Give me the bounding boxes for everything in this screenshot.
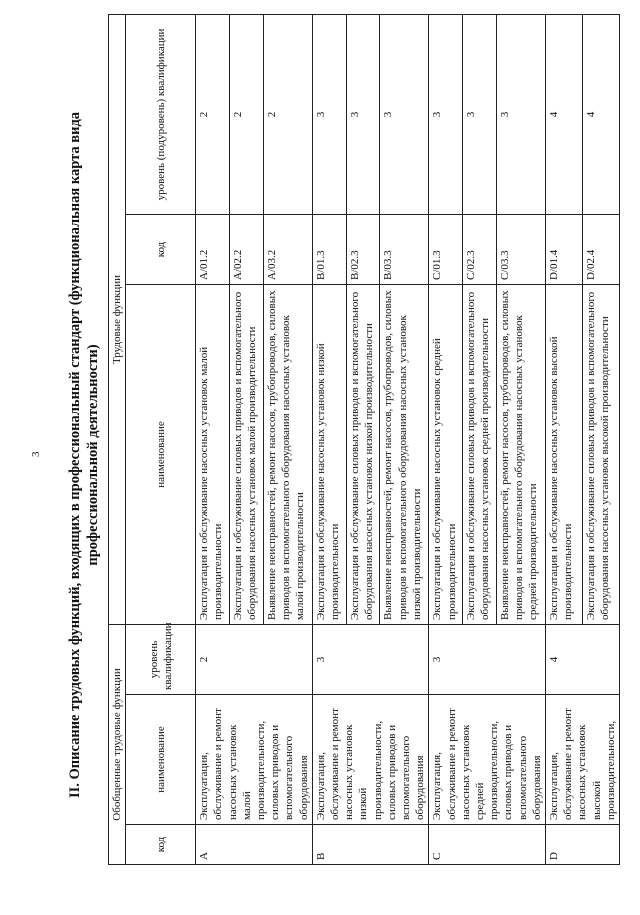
function-level: 2: [263, 14, 312, 214]
function-level: 3: [497, 14, 546, 214]
sublevel-header: уровень (подуровень) квалификации: [126, 14, 196, 214]
group-name: Эксплуатация, обслуживание и ремонт насосных установок высокой производительности,: [546, 695, 620, 825]
function-name: Эксплуатация и обслуживание силовых приводов и вспомогательного оборудования насосных установок высокой производительности: [583, 284, 620, 624]
function-code: B/03.3: [380, 214, 429, 284]
function-name: Эксплуатация и обслуживание насосных установок малой производительности: [196, 284, 230, 624]
group-level: 3: [312, 624, 429, 694]
function-name: Эксплуатация и обслуживание насосных установок низкой производительности: [312, 284, 346, 624]
function-name-header: наименование: [126, 284, 196, 624]
function-level: 3: [346, 14, 380, 214]
function-code-header: код: [126, 214, 196, 284]
title-line-1: II. Описание трудовых функций, входящих в профессиональный стандарт (функциональная карта вида: [67, 111, 83, 799]
function-code: C/02.3: [463, 214, 497, 284]
function-code: B/01.3: [312, 214, 346, 284]
function-code: C/01.3: [429, 214, 463, 284]
function-level: 3: [312, 14, 346, 214]
page-number: 3: [30, 451, 42, 457]
group-level: 3: [429, 624, 546, 694]
function-code: C/03.3: [497, 214, 546, 284]
group-code: D: [546, 825, 620, 865]
group-level: 2: [196, 624, 313, 694]
function-level: 4: [583, 14, 620, 214]
function-code: B/02.3: [346, 214, 380, 284]
function-name: Эксплуатация и обслуживание насосных установок высокой производительности: [546, 284, 583, 624]
section-title: [66, 35, 102, 875]
function-code: A/01.2: [196, 214, 230, 284]
function-code: A/02.2: [229, 214, 263, 284]
generalized-header: Обобщенные трудовые функции: [109, 624, 126, 864]
labor-functions-header: Трудовые функции: [109, 14, 126, 624]
group-code: C: [429, 825, 546, 865]
function-code: D/01.4: [546, 214, 583, 284]
group-name: Эксплуатация, обслуживание и ремонт насосных установок низкой производительности, силовых приводов и вспомогательного оборудования: [312, 695, 429, 825]
group-name: Эксплуатация, обслуживание и ремонт насосных установок малой производительности, силовых приводов и вспомогательного оборудования: [196, 695, 313, 825]
group-code: A: [196, 825, 313, 865]
table-body: [196, 14, 620, 864]
function-name: Эксплуатация и обслуживание насосных установок средней производительности: [429, 284, 463, 624]
group-name: Эксплуатация, обслуживание и ремонт насосных установок средней производительности, силовых приводов и вспомогательного оборудования: [429, 695, 546, 825]
function-level: 3: [380, 14, 429, 214]
level-header: уровень квалификации: [126, 624, 196, 694]
function-name: Выявление неисправностей, ремонт насосов, трубопроводов, силовых приводов и вспомогательного оборудования насосных установок малой производительности: [263, 284, 312, 624]
function-level: 3: [429, 14, 463, 214]
function-code: D/02.4: [583, 214, 620, 284]
function-name: Эксплуатация и обслуживание силовых приводов и вспомогательного оборудования насосных установок средней производительности: [463, 284, 497, 624]
function-name: Эксплуатация и обслуживание силовых приводов и вспомогательного оборудования насосных установок малой производительности: [229, 284, 263, 624]
table-row: [546, 14, 583, 864]
group-code: B: [312, 825, 429, 865]
functional-map-table: [108, 14, 620, 865]
function-level: 4: [546, 14, 583, 214]
table-row: [312, 14, 346, 864]
name-header: наименование: [126, 695, 196, 825]
function-name: Эксплуатация и обслуживание силовых приводов и вспомогательного оборудования насосных установок низкой производительности: [346, 284, 380, 624]
function-level: 2: [196, 14, 230, 214]
group-level: 4: [546, 624, 620, 694]
function-code: A/03.2: [263, 214, 312, 284]
function-name: Выявление неисправностей, ремонт насосов, трубопроводов, силовых приводов и вспомогательного оборудования насосных установок средней производительности: [497, 284, 546, 624]
function-level: 3: [463, 14, 497, 214]
title-line-2: профессиональной деятельности): [85, 344, 101, 566]
table-row: [196, 14, 230, 864]
function-name: Выявление неисправностей, ремонт насосов, трубопроводов, силовых приводов и вспомогательного оборудования насосных установок низкой производительности: [380, 284, 429, 624]
function-level: 2: [229, 14, 263, 214]
table-row: [429, 14, 463, 864]
code-header: код: [126, 825, 196, 865]
